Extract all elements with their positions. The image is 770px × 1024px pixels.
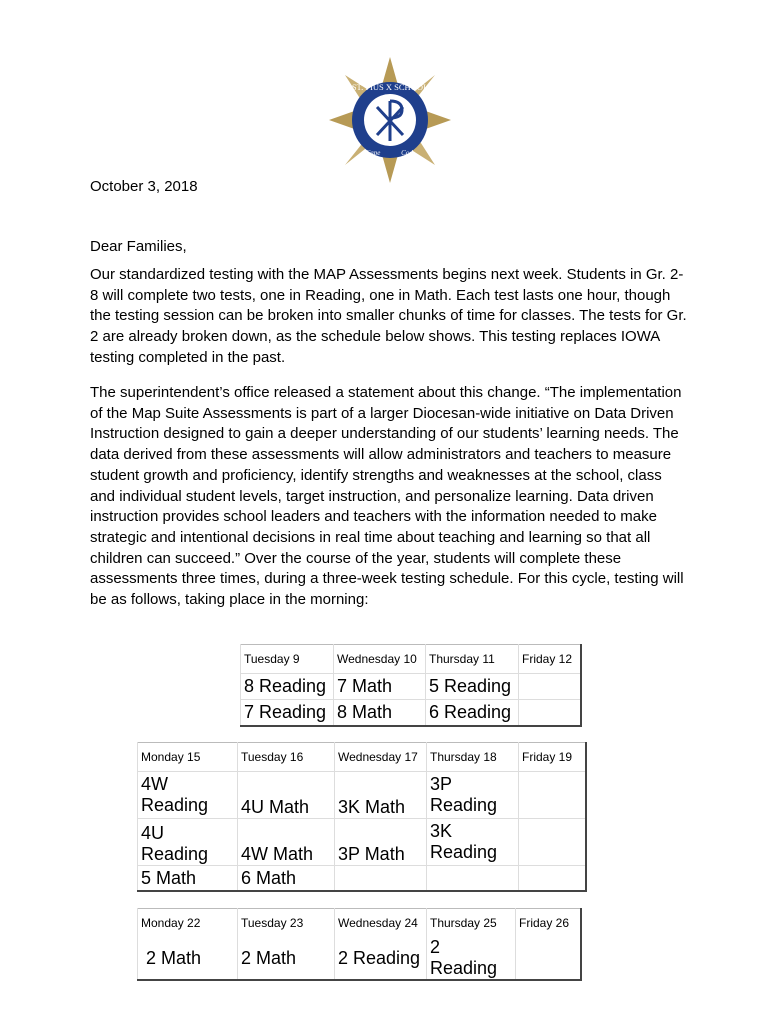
schedule-cell (519, 866, 586, 892)
day-header: Thursday 18 (427, 743, 519, 772)
day-header: Friday 19 (519, 743, 586, 772)
day-header: Thursday 11 (426, 645, 519, 674)
day-header: Tuesday 9 (241, 645, 334, 674)
schedule-week-3 (137, 908, 582, 981)
schedule-cell (519, 700, 581, 727)
schedule-row (138, 866, 586, 892)
day-header: Friday 12 (519, 645, 581, 674)
schedule-cell (519, 674, 581, 700)
school-logo-seal (325, 55, 455, 185)
schedule-cell: 5 Math (138, 866, 238, 892)
day-header: Wednesday 17 (335, 743, 427, 772)
schedule-cell: 7 Reading (241, 700, 334, 727)
schedule-cell: 4U Math (238, 772, 335, 819)
schedule-week-1 (240, 644, 582, 727)
schedule-cell: 3P Math (335, 819, 427, 866)
logo-location-left: Cape (365, 149, 381, 157)
letter-date: October 3, 2018 (90, 178, 198, 195)
schedule-cell: 2 Math (138, 937, 238, 980)
letter-paragraph-2: The superintendent’s office released a statement about this change. “The implementation of the Map Suite Assessments is part of a larger Diocesan-wide initiative on Data Driven Instruction designed to gain a deeper understanding of our students’ learning needs. The data derived from these assessments will allow administrators and teachers to measure student growth and proficiency, identify strengths and weaknesses at the school, class and individual student levels, target instruction, and personalize learning. Data driven instruction provides school leaders and teachers with the information needed to make strategic and intentional decisions in real time about teaching and learning so that all children can succeed.” Over the course of the year, students will complete these assessments three times, during a three-week testing schedule. For this cycle, testing will be as follows, taking place in the morning: (90, 384, 684, 609)
day-header: Friday 26 (516, 909, 581, 938)
day-header: Thursday 25 (427, 909, 516, 938)
schedule-row (138, 937, 581, 980)
schedule-row (138, 819, 586, 866)
day-header: Tuesday 16 (238, 743, 335, 772)
schedule-cell: 3P Reading (427, 772, 519, 819)
schedule-cell: 4W Reading (138, 772, 238, 819)
day-header: Wednesday 24 (335, 909, 427, 938)
schedule-cell: 3K Reading (427, 819, 519, 866)
schedule-cell: 2 Math (238, 937, 335, 980)
schedule-cell (516, 937, 581, 980)
day-header: Monday 22 (138, 909, 238, 938)
schedule-week-2 (137, 742, 587, 892)
schedule-row (138, 772, 586, 819)
schedule-header-row (241, 645, 581, 674)
logo-location-right: Cod (401, 149, 413, 157)
schedule-cell (519, 772, 586, 819)
schedule-header-row (138, 743, 586, 772)
schedule-cell: 6 Math (238, 866, 335, 892)
schedule-cell: 4W Math (238, 819, 335, 866)
day-header: Monday 15 (138, 743, 238, 772)
schedule-row (241, 700, 581, 727)
schedule-cell (335, 866, 427, 892)
schedule-cell: 4U Reading (138, 819, 238, 866)
schedule-cell: 2 Reading (335, 937, 427, 980)
schedule-cell: 6 Reading (426, 700, 519, 727)
schedule-cell (519, 819, 586, 866)
schedule-cell: 3K Math (335, 772, 427, 819)
schedule-cell (427, 866, 519, 892)
schedule-cell: 2 Reading (427, 937, 516, 980)
schedule-cell: 8 Reading (241, 674, 334, 700)
letter-paragraph-1: Our standardized testing with the MAP Assessments begins next week. Students in Gr. 2-8 will complete two tests, one in Reading, one in Math. Each test lasts one hour, though the testing session can be broken into smaller chunks of time for classes. The tests for Gr. 2 are already broken down, as the schedule below shows. This testing replaces IOWA testing completed in the past. (90, 266, 687, 366)
day-header: Wednesday 10 (334, 645, 426, 674)
logo-school-name: ST. PIUS X SCHOOL (351, 82, 429, 92)
letter-salutation: Dear Families, (90, 238, 187, 255)
day-header: Tuesday 23 (238, 909, 335, 938)
schedule-cell: 5 Reading (426, 674, 519, 700)
schedule-row (241, 674, 581, 700)
schedule-cell: 8 Math (334, 700, 426, 727)
schedule-header-row (138, 909, 581, 938)
schedule-cell: 7 Math (334, 674, 426, 700)
